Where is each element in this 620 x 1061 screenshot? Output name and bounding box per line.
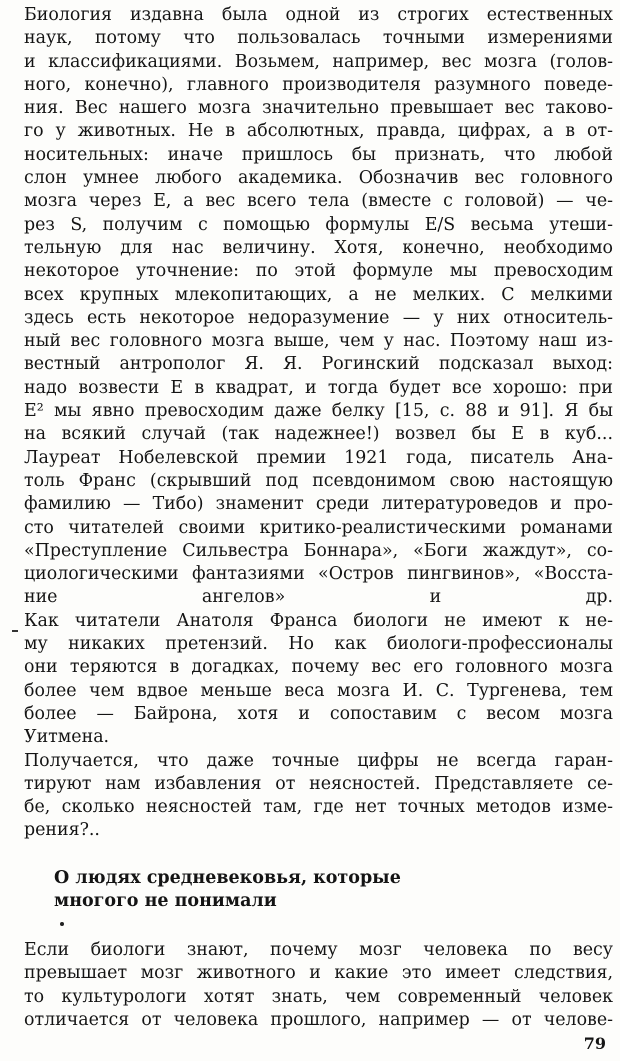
text-line: му никаких претензий. Но как биологи-профессионалы bbox=[24, 634, 613, 655]
text-line: бе, сколько неясностей там, где нет точных методов изме- bbox=[24, 797, 613, 818]
text-line: Уитмена. bbox=[24, 727, 110, 748]
text-line: более — Байрона, хотя и сопоставим с весом мозга bbox=[24, 703, 613, 724]
text-line: слон умнее любого академика. Обозначив вес головного bbox=[24, 168, 613, 189]
text-line: более чем вдвое меньше веса мозга И. С. Тургенева, тем bbox=[24, 680, 613, 701]
text-line: Как читатели Анатоля Франса биологи не имеют к не- bbox=[24, 610, 613, 631]
paragraph-1 bbox=[24, 4, 613, 447]
text-line: Биология издавна была одной из строгих естественных bbox=[24, 5, 613, 25]
paragraph-4 bbox=[24, 750, 613, 843]
text-line: Получается, что даже точные цифры не всегда гаран- bbox=[24, 750, 613, 771]
text-line: всех крупных млекопитающих, а не мелких. С мелкими bbox=[24, 284, 613, 305]
text-line: они теряются в догадках, почему вес его головного мозга bbox=[24, 657, 613, 678]
text-line: тируют нам избавления от неясностей. Представляете се- bbox=[24, 773, 613, 794]
text-line: ный вес головного мозга выше, чем у нас. Поэтому наш из- bbox=[24, 331, 613, 352]
text-line: здесь есть некоторое недоразумение — у них относитель- bbox=[24, 307, 613, 328]
text-line: ние ангелов» и др. bbox=[24, 587, 613, 608]
text-line: фамилию — Тибо) знаменит среди литературоведов и про- bbox=[24, 494, 613, 515]
margin-mark bbox=[12, 630, 18, 632]
section-heading-line-2: многого не понимали bbox=[54, 891, 277, 911]
text-line: сто читателей своими критико-реалистическими романами bbox=[24, 517, 613, 538]
text-line: превышает мозг животного и какие это имеет следствия, bbox=[24, 963, 613, 984]
page-number: 79 bbox=[583, 1034, 606, 1053]
text-line-with-formula: рез S, получим с помощью формулы E/S весьма утеши- bbox=[24, 214, 613, 235]
text-line: вестный антрополог Я. Я. Рогинский подсказал выход: bbox=[24, 354, 613, 375]
text-line: циологическими фантазиями «Остров пингвинов», «Восста- bbox=[24, 564, 613, 585]
text-line: го у животных. Не в абсолютных, правда, цифрах, а в от- bbox=[24, 121, 613, 142]
text-line: некоторое уточнение: по этой формуле мы превосходим bbox=[24, 261, 613, 282]
text-line: мозга через E, а вес всего тела (вместе с головой) — че- bbox=[24, 191, 613, 212]
text-line: то культурологи хотят знать, чем современный человек bbox=[24, 986, 613, 1007]
text-line: Если биологи знают, почему мозг человека по весу bbox=[24, 940, 613, 960]
text-line: «Преступление Сильвестра Боннара», «Боги жаждут», со- bbox=[24, 540, 613, 561]
text-line: носительных: иначе пришлось бы признать, что любой bbox=[24, 144, 613, 165]
paragraph-3 bbox=[24, 610, 613, 750]
main-text-block bbox=[24, 4, 613, 843]
final-text-block bbox=[24, 939, 613, 1032]
text-line: на всякий случай (так надежнее!) возвел бы E в куб... bbox=[24, 424, 613, 445]
section-heading bbox=[54, 867, 401, 913]
text-line: рения?.. bbox=[24, 820, 100, 841]
text-line: Лауреат Нобелевской премии 1921 года, писатель Ана- bbox=[24, 447, 613, 468]
dot-mark bbox=[60, 922, 64, 926]
text-line: тельную для нас величину. Хотя, конечно, необходимо bbox=[24, 237, 613, 258]
text-line: ния. Вес нашего мозга значительно превышает вес таково- bbox=[24, 98, 613, 119]
section-heading-line-1: О людях средневековья, которые bbox=[54, 868, 401, 888]
text-line: толь Франс (скрывший под псевдонимом свою настоящую bbox=[24, 470, 613, 491]
text-line: отличается от человека прошлого, например — от челове- bbox=[24, 1009, 613, 1030]
text-line: и классификациями. Возьмем, например, вес мозга (голов- bbox=[24, 51, 613, 72]
paragraph-5 bbox=[24, 939, 613, 1032]
text-line: надо возвести E в квадрат, и тогда будет все хорошо: при bbox=[24, 377, 613, 398]
text-line: ного, конечно), главного производителя разумного поведе- bbox=[24, 74, 613, 95]
text-line: наук, потому что пользовалась точными измерениями bbox=[24, 28, 613, 49]
paragraph-2 bbox=[24, 447, 613, 610]
text-line: E² мы явно превосходим даже белку [15, с. 88 и 91]. Я бы bbox=[24, 401, 613, 422]
